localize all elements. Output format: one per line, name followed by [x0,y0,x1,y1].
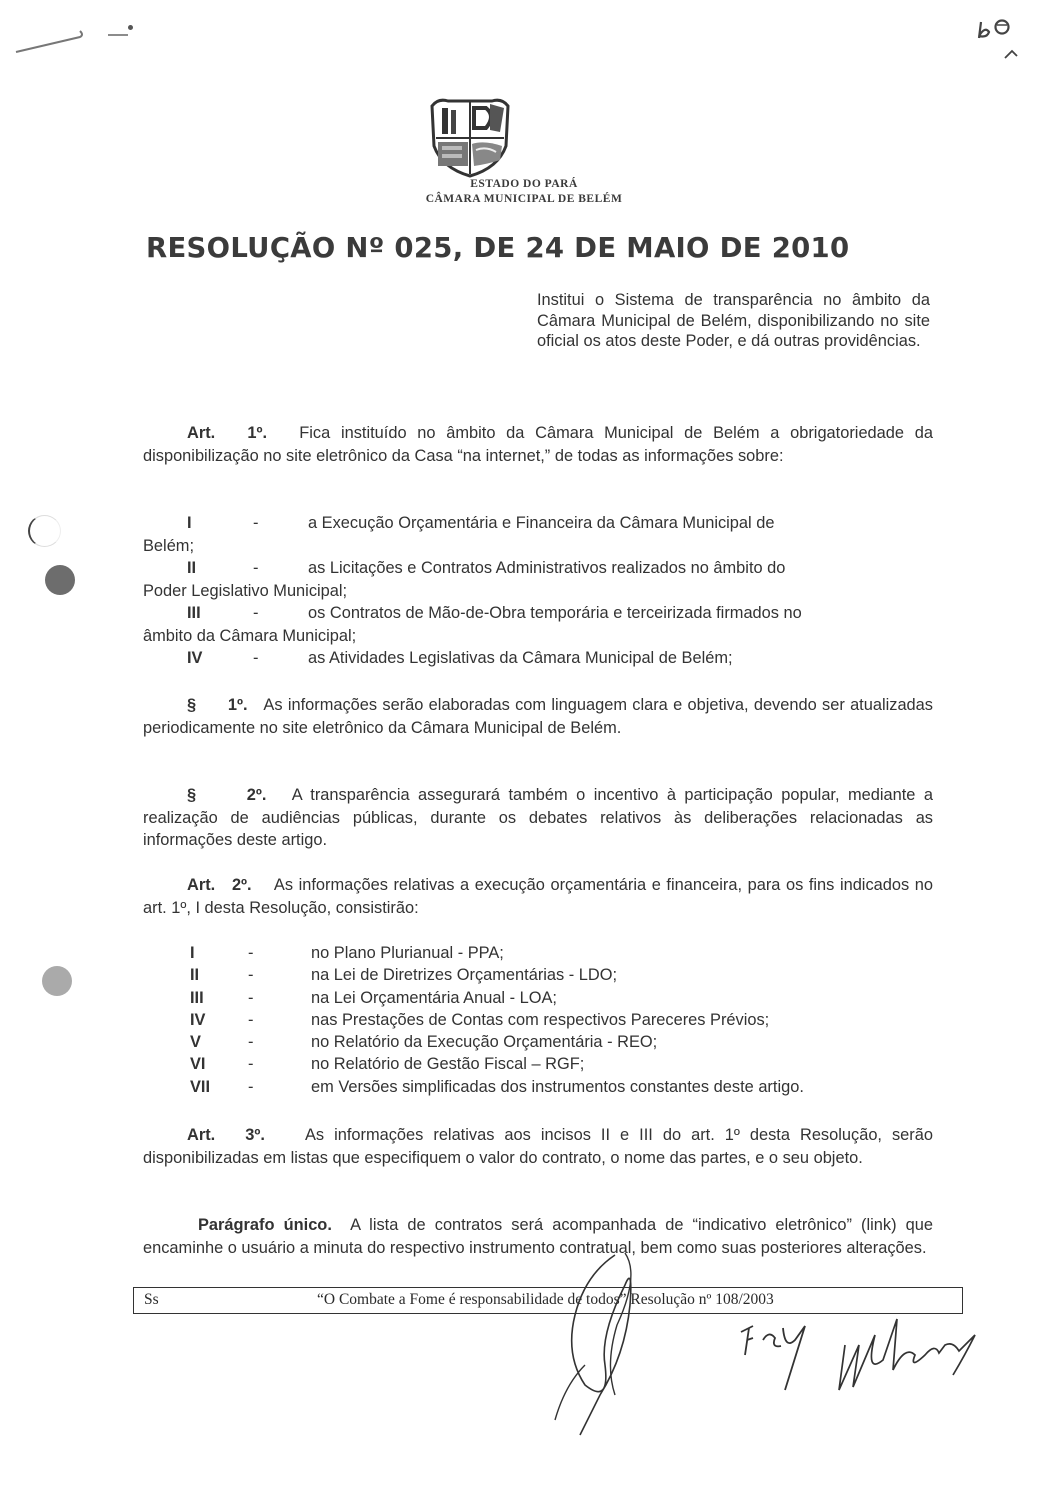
sole-paragraph-label: Parágrafo único. [198,1216,332,1234]
inciso-dash: - [248,1033,254,1052]
inciso-text: as Atividades Legislativas da Câmara Municipal de Belém; [308,649,733,667]
inciso-text: as Licitações e Contratos Administrativos realizados no âmbito do [308,559,786,577]
article-1-paragraph-2 [143,784,933,852]
inciso-dash: - [248,988,254,1007]
inciso-text: os Contratos de Mão-de-Obra temporária e terceirizada firmados no [308,604,802,622]
inciso-text: no Plano Plurianual - PPA; [311,944,504,962]
header-state-name: ESTADO DO PARÁ [470,178,578,190]
paragraph-2-text: A transparência assegurará também o incentivo à participação popular, mediante a realização de audiências públicas, durante os debates relativos às deliberações relacionadas as informações deste artigo. [143,786,933,849]
inciso-text-continuation: Poder Legislativo Municipal; [143,581,348,600]
article-1-inciso-3 [143,602,933,647]
inciso-dash: - [253,559,259,577]
article-1-inciso-4 [143,647,933,670]
inciso-number: II [187,559,197,577]
signature-2 [835,1315,985,1395]
article-2-incisos-list [190,942,950,1098]
inciso-number: I [187,514,192,532]
paragraph-1-label: § 1º. [187,696,248,714]
inciso-number: III [190,988,204,1007]
article-2-text: As informações relativas a execução orçamentária e financeira, para os fins indicados no art. 1º, I desta Resolução, consistirão: [143,876,933,917]
inciso-text-continuation: Belém; [143,536,195,555]
inciso-text: no Relatório de Gestão Fiscal – RGF; [311,1055,585,1074]
paragraph-2-label: § 2º. [187,786,267,804]
list-item [190,987,950,1009]
inciso-text: na Lei de Diretrizes Orçamentárias - LDO; [311,966,618,985]
inciso-dash: - [253,514,259,532]
article-1-text: Fica instituído no âmbito da Câmara Municipal de Belém a obrigatoriedade da disponibilização no site eletrônico da Casa “na internet,” de todas as informações sobre: [143,424,933,465]
footer-motto: “O Combate a Fome é responsabilidade de todos” Resolução nº 108/2003 [317,1291,774,1308]
document-title: RESOLUÇÃO Nº 025, DE 24 DE MAIO DE 2010 [146,232,850,264]
inciso-dash: - [248,944,254,962]
signature-1 [545,1245,675,1445]
list-item [190,1076,950,1098]
scan-dot [128,25,133,30]
inciso-dash: - [248,1077,254,1096]
article-1-inciso-1 [143,512,933,557]
article-2-label: Art. 2º. [187,876,252,894]
punch-hole [45,565,75,595]
inciso-dash: - [248,966,254,985]
handwritten-page-number [975,18,1035,63]
inciso-dash: - [248,1010,254,1029]
paragraph-1-text: As informações serão elaboradas com linguagem clara e objetiva, devendo ser atualizadas periodicamente no site eletrônico da Câmara Municipal de Belém. [143,696,933,737]
article-1-inciso-2 [143,557,933,602]
inciso-number: VII [190,1077,211,1096]
article-1 [143,422,933,467]
header-institution-name: CÂMARA MUNICIPAL DE BELÉM [425,193,623,205]
article-3-label: Art. 3º. [187,1126,265,1144]
list-item [190,1031,950,1053]
inciso-text: nas Prestações de Contas com respectivos Pareceres Prévios; [311,1010,770,1029]
article-3 [143,1124,933,1169]
inciso-text-continuation: âmbito da Câmara Municipal; [143,626,357,645]
handwritten-stroke-mark [10,25,130,60]
article-3-sole-paragraph [143,1214,933,1259]
inciso-text: na Lei Orçamentária Anual - LOA; [311,988,557,1007]
inciso-text: no Relatório da Execução Orçamentária - REO; [311,1033,658,1052]
inciso-number: II [190,966,200,985]
inciso-number: III [187,604,201,622]
punch-hole-outline [28,515,61,547]
footer-initials: Ss [144,1291,159,1308]
inciso-dash: - [248,1055,254,1074]
inciso-dash: - [253,649,259,667]
list-item [190,964,950,986]
inciso-number: IV [187,649,203,667]
inciso-number: I [190,944,195,962]
inciso-dash: - [253,604,259,622]
sole-paragraph-text: A lista de contratos será acompanhada de “indicativo eletrônico” (link) que encaminhe o usuário a minuta do respectivo instrumento contratual, bem como suas posteriores alterações. [143,1216,933,1257]
punch-hole [42,966,72,996]
list-item [190,1053,950,1075]
list-item [190,1009,950,1031]
inciso-number: VI [190,1055,206,1074]
inciso-number: V [190,1033,201,1052]
ementa-summary: Institui o Sistema de transparência no âmbito da Câmara Municipal de Belém, disponibilizando no site oficial os atos deste Poder, e dá outras providências. [537,291,930,350]
inciso-number: IV [190,1010,206,1029]
article-1-label: Art. 1º. [187,424,268,442]
initials-signature [735,1320,825,1395]
article-1-paragraph-1 [143,694,933,739]
inciso-text: em Versões simplificadas dos instrumentos constantes deste artigo. [311,1077,804,1096]
list-item [190,942,950,964]
coat-of-arms-icon [428,96,512,178]
article-3-text: As informações relativas aos incisos II e III do art. 1º desta Resolução, serão disponibilizadas em listas que especifiquem o valor do contrato, o nome das partes, e o seu objeto. [143,1126,933,1167]
article-2 [143,874,933,919]
inciso-text: a Execução Orçamentária e Financeira da Câmara Municipal de [308,514,775,532]
